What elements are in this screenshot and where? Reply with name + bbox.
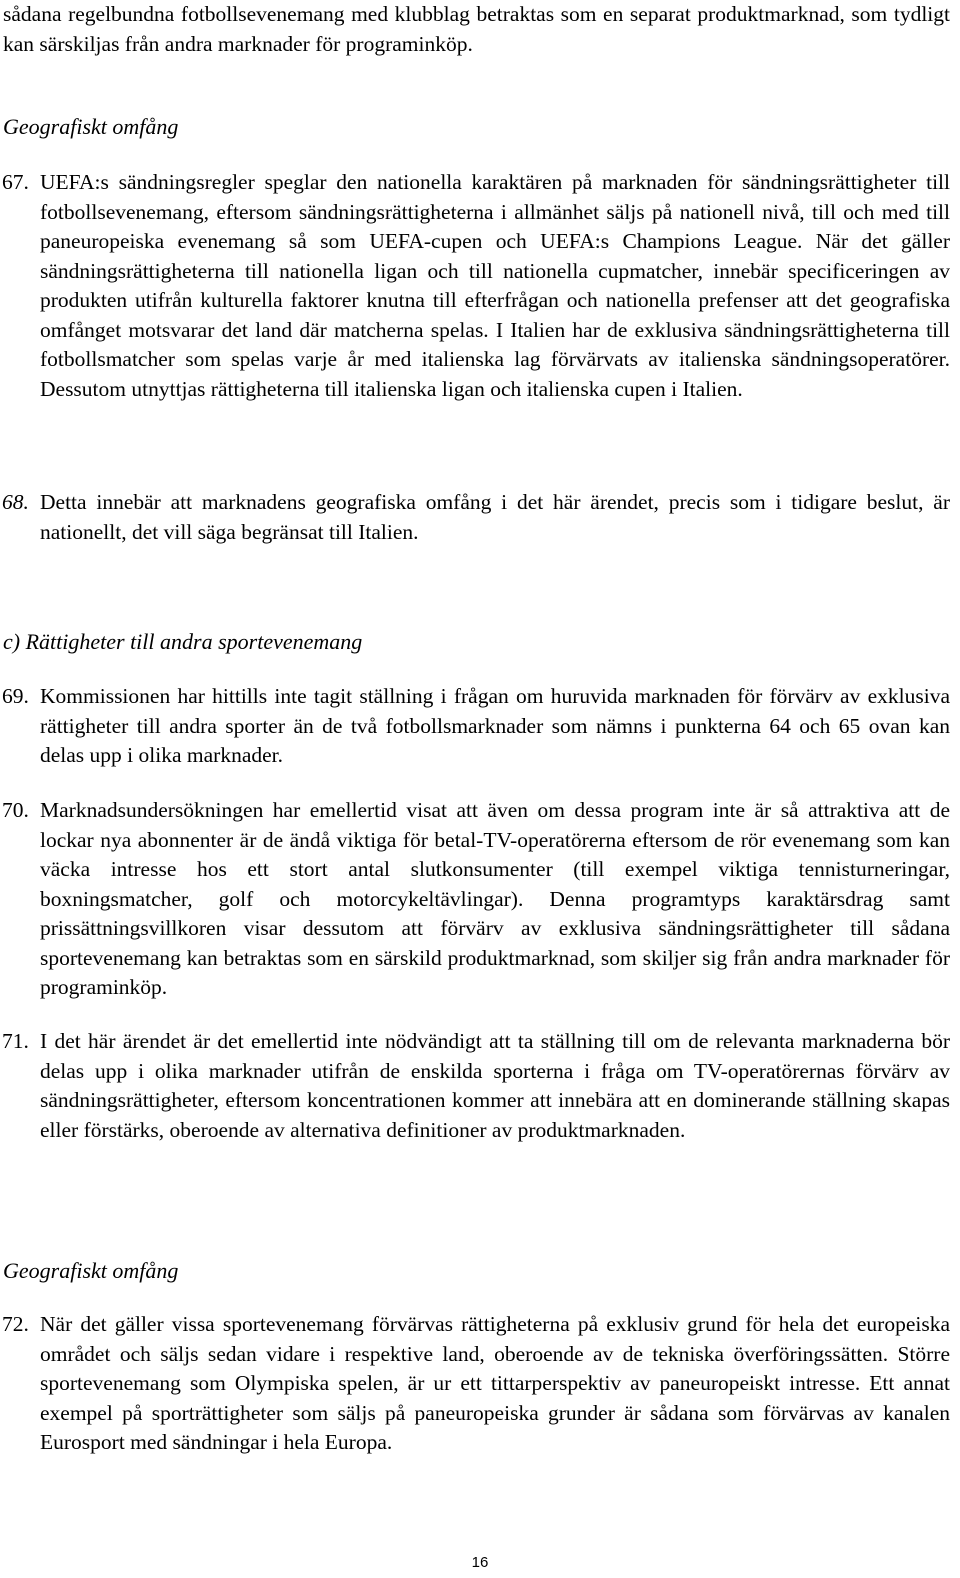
paragraph-text: I det här ärendet är det emellertid inte nödvändigt att ta ställning till om de relevanta marknaderna bör delas upp i olika marknader utifrån de enskilda sporterna i fråga om TV-operatörernas förvärv av sändningsrättigheter, eftersom koncentrationen kommer att innebära att en dominerande ställning skapas eller förstärks, oberoende av alternativa definitioner av produktmarknaden. [40, 1029, 950, 1142]
paragraph-number: 67. [2, 170, 29, 194]
paragraph-67 [2, 168, 950, 404]
section-heading-geografiskt-omfang-2: Geografiskt omfång [3, 1258, 179, 1283]
paragraph-number: 71. [2, 1029, 29, 1053]
paragraph-71 [2, 1027, 950, 1145]
paragraph-text: Kommissionen har hittills inte tagit ställning i frågan om huruvida marknaden för förvärv av exklusiva rättigheter till andra sporter än de två fotbollsmarknader som nämns i punkterna 64 och 65 ovan kan delas upp i olika marknader. [40, 684, 950, 767]
paragraph-number: 68. [2, 490, 29, 514]
page-number: 16 [471, 1554, 489, 1571]
paragraph-text: Marknadsundersökningen har emellertid visat att även om dessa program inte är så attraktiva att de lockar nya abonnenter är de ändå viktiga för betal-TV-operatörerna eftersom de rör evenemang som kan väcka intresse hos ett stort antal slutkonsumenter (till exempel viktiga tennisturneringar, boxningsmatcher, golf och motorcykeltävlingar). Denna programtyps karaktärsdrag samt prissättningsvillkoren visar dessutom att förvärv av exklusiva sändningsrättigheter till sådana sportevenemang kan betraktas som en särskild produktmarknad, som skiljer sig från andra marknader för programinköp. [40, 798, 950, 999]
paragraph-text: Detta innebär att marknadens geografiska omfång i det här ärendet, precis som i tidigare beslut, är nationellt, det vill säga begränsat till Italien. [40, 490, 950, 544]
paragraph-68 [2, 488, 950, 547]
section-heading-geografiskt-omfang-1: Geografiskt omfång [3, 114, 179, 139]
intro-paragraph [3, 0, 950, 59]
section-heading-rattigheter-andra-sportevenemang: c) Rättigheter till andra sportevenemang [3, 629, 363, 654]
intro-text: sådana regelbundna fotbollsevenemang med klubblag betraktas som en separat produktmarknad, som tydligt kan särskiljas från andra marknader för programinköp. [3, 2, 950, 56]
paragraph-70 [2, 796, 950, 1003]
paragraph-number: 69. [2, 684, 29, 708]
paragraph-72 [2, 1310, 950, 1458]
paragraph-text: När det gäller vissa sportevenemang förvärvas rättigheterna på exklusiv grund för hela det europeiska området och säljs sedan vidare i respektive land, oberoende av de tekniska överföringssätten. Större sportevenemang som Olympiska spelen, är ur ett tittarperspektiv av paneuropeiskt intresse. Ett annat exempel på sporträttigheter som säljs på paneuropeiska grunder är sådana som förvärvas av kanalen Eurosport med sändningar i hela Europa. [40, 1312, 950, 1454]
paragraph-number: 72. [2, 1312, 29, 1336]
paragraph-number: 70. [2, 798, 29, 822]
paragraph-69 [2, 682, 950, 771]
paragraph-text: UEFA:s sändningsregler speglar den nationella karaktären på marknaden för sändningsrättigheter till fotbollsevenemang, eftersom sändningsrättigheterna i allmänhet säljs på nationell nivå, till och med till paneuropeiska evenemang så som UEFA-cupen och UEFA:s Champions League. När det gäller sändningsrättigheterna till nationella ligan och till nationella cupmatcher, innebär specificeringen av produkten utifrån kulturella faktorer knutna till efterfrågan och nationella prefenser att det geografiska omfånget motsvarar det land där matcherna spelas. I Italien har de exklusiva sändningsrättigheterna till fotbollsmatcher som spelas varje år med italienska lag förvärvats av italienska sändningsoperatörer. Dessutom utnyttjas rättigheterna till italienska ligan och italienska cupen i Italien. [40, 170, 950, 401]
